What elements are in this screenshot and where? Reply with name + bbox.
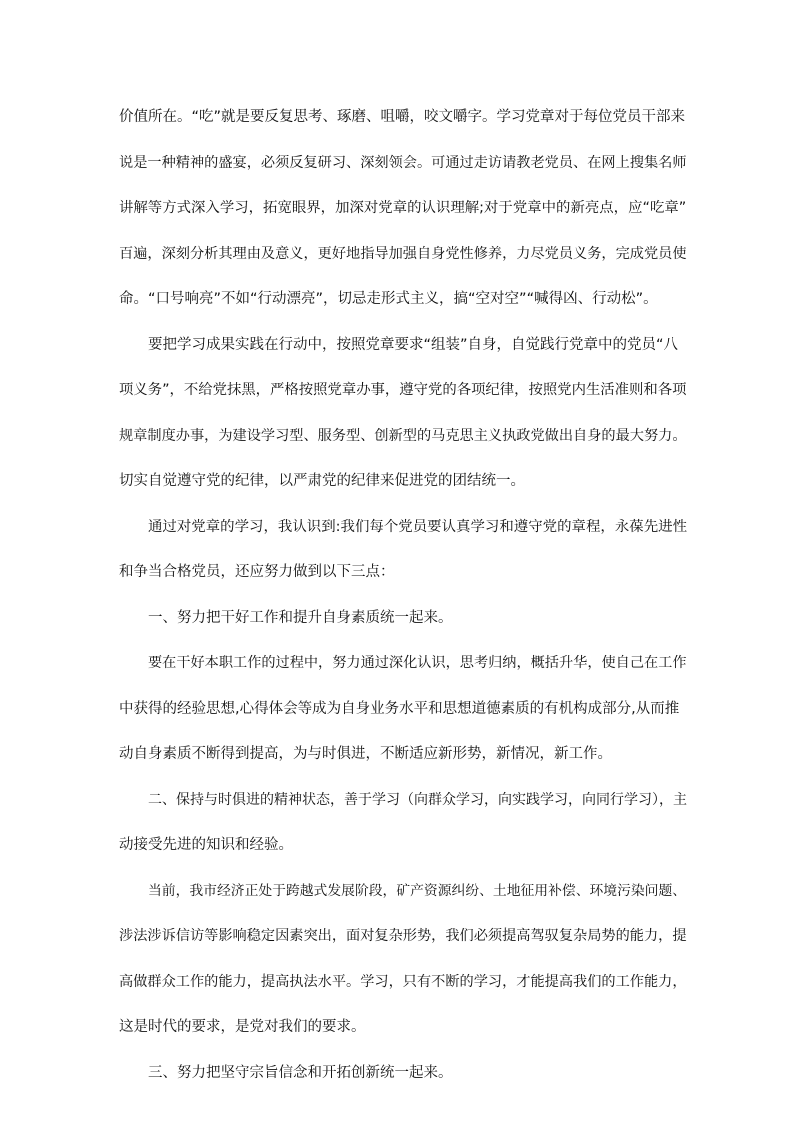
section-heading: 二、保持与时俱进的精神状态，善于学习（向群众学习，向实践学习，向同行学习），主	[148, 791, 687, 808]
text-line: 通过对党章的学习，我认识到:我们每个党员要认真学习和遵守党的章程，永葆先进性	[148, 518, 688, 535]
text-line: 讲解等方式深入学习，拓宽眼界，加深对党章的认识理解;对于党章中的新亮点，应“吃章”	[119, 200, 687, 216]
section-heading: 三、努力把坚守宗旨信念和开拓创新统一起来。	[148, 1064, 453, 1081]
text-line: 百遍，深刻分析其理由及意义，更好地指导加强自身党性修养，力尽党员义务，完成党员使	[119, 245, 687, 262]
text-line: 中获得的经验思想,心得体会等成为自身业务水平和思想道德素质的有机构成部分,从而推	[119, 700, 680, 717]
text-line: 这是时代的要求，是党对我们的要求。	[119, 1019, 366, 1035]
text-line: 切实自觉遵守党的纪律，以严肃党的纪律来促进党的团结统一。	[119, 473, 525, 489]
text-line: 价值所在。“吃”就是要反复思考、琢磨、咀嚼，咬文嚼字。学习党章对于每位党员干部来	[119, 109, 686, 125]
text-line: 规章制度办事，为建设学习型、服务型、创新型的马克思主义执政党做出自身的最大努力。	[119, 427, 687, 444]
text-line: 要在干好本职工作的过程中，努力通过深化认识，思考归纳，概括升华，使自己在工作	[148, 655, 687, 671]
text-line: 说是一种精神的盛宴，必须反复研习、深刻领会。可通过走访请教老党员、在网上搜集名师	[119, 154, 687, 171]
text-line: 和争当合格党员，还应努力做到以下三点：	[119, 564, 395, 580]
text-line: 涉法涉诉信访等影响稳定因素突出，面对复杂形势，我们必须提高驾驭复杂局势的能力，提	[119, 928, 687, 944]
text-line: 动接受先进的知识和经验。	[119, 837, 293, 853]
text-line: 当前，我市经济正处于跨越式发展阶段，矿产资源纠纷、土地征用补偿、环境污染问题、	[148, 882, 687, 899]
text-line: 命。“口号响亮”不如“行动漂亮”，切忌走形式主义，搞“空对空”“喊得凶、行动松”。	[119, 291, 658, 307]
text-line: 动自身素质不断得到提高，为与时俱进，不断适应新形势，新情况，新工作。	[119, 746, 612, 762]
text-line: 项义务”，不给党抹黑，严格按照党章办事，遵守党的各项纪律，按照党内生活准则和各项	[119, 382, 687, 398]
document-body	[119, 103, 687, 1104]
section-heading: 一、努力把干好工作和提升自身素质统一起来。	[148, 609, 453, 626]
text-line: 要把学习成果实践在行动中，按照党章要求“组装”自身，自觉践行党章中的党员“八	[148, 336, 679, 353]
text-line: 高做群众工作的能力，提高执法水平。学习，只有不断的学习，才能提高我们的工作能力，	[119, 973, 687, 990]
